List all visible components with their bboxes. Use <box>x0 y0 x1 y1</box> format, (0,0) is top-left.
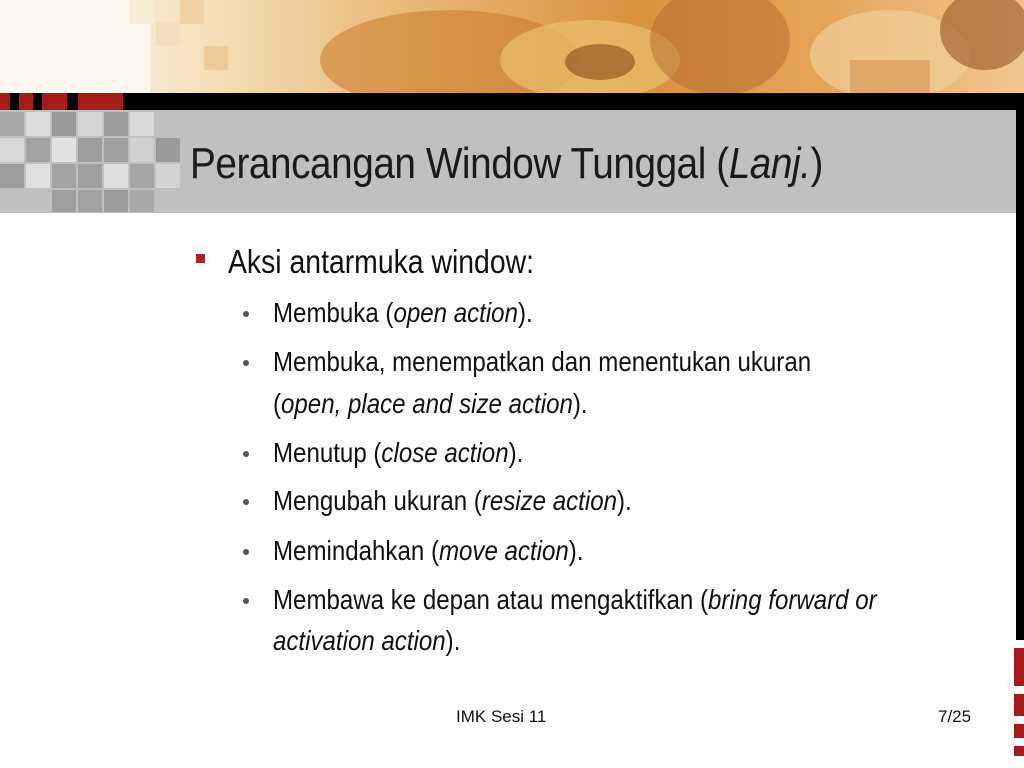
red-square-decoration <box>1014 746 1024 756</box>
gray-square-decoration <box>104 112 128 136</box>
list-item-text-line2: (open, place and size action). <box>273 388 588 419</box>
list-item-text-line1: Membawa ke depan atau mengaktifkan (bring forward or <box>273 584 877 615</box>
gray-square-decoration <box>52 112 76 136</box>
gray-square-decoration <box>26 164 50 188</box>
banner-photo-image <box>0 0 1024 93</box>
level1-bullet-text: Aksi antarmuka window: <box>228 243 535 280</box>
gray-square-decoration <box>130 112 154 136</box>
round-bullet-icon <box>243 311 249 317</box>
round-bullet-icon <box>243 499 249 505</box>
footer-course-label: IMK Sesi 11 <box>456 707 547 726</box>
list-item-text-line2: activation action). <box>273 625 461 656</box>
red-square-decoration <box>78 93 123 110</box>
gray-square-decoration <box>130 190 154 212</box>
round-bullet-icon <box>243 360 249 366</box>
gray-square-decoration <box>52 138 76 162</box>
gray-square-decoration <box>26 112 50 136</box>
gray-square-decoration <box>130 138 154 162</box>
footer-page-number: 7/25 <box>938 707 972 726</box>
red-square-decoration <box>0 93 10 110</box>
red-square-decoration <box>19 93 33 110</box>
title-close-text: ) <box>810 139 823 188</box>
round-bullet-icon <box>243 598 249 604</box>
gray-square-decoration <box>0 164 24 188</box>
gray-square-decoration <box>104 190 128 212</box>
gray-square-decoration <box>156 164 180 188</box>
list-item-text-line1: Membuka, menempatkan dan menentukan ukuran <box>273 346 812 377</box>
gray-square-decoration <box>78 164 102 188</box>
title-italic-text: Lanj. <box>728 139 811 188</box>
gray-square-decoration <box>130 164 154 188</box>
gray-square-decoration <box>52 190 76 212</box>
gray-square-decoration <box>78 138 102 162</box>
square-bullet-icon <box>196 254 205 263</box>
list-item-text: Mengubah ukuran (resize action). <box>273 485 632 516</box>
list-item-text: Menutup (close action). <box>273 437 524 468</box>
gray-square-decoration <box>0 138 24 162</box>
header-photo-banner <box>0 0 1024 93</box>
gray-square-decoration <box>52 164 76 188</box>
red-square-decoration <box>1014 724 1024 738</box>
gray-square-decoration <box>26 138 50 162</box>
gray-square-decoration <box>156 138 180 162</box>
slide-title <box>190 136 823 192</box>
list-item-text: Membuka (open action). <box>273 297 533 328</box>
title-text: Perancangan Window Tunggal ( <box>190 139 729 188</box>
top-black-bar <box>0 93 1024 110</box>
list-item-text: Memindahkan (move action). <box>273 535 584 566</box>
round-bullet-icon <box>243 549 249 555</box>
red-square-decoration <box>1014 694 1024 716</box>
gray-square-decoration <box>78 112 102 136</box>
red-square-decoration <box>1014 648 1024 686</box>
red-square-decoration <box>42 93 67 110</box>
gray-square-decoration <box>0 112 24 136</box>
gray-square-decoration <box>104 138 128 162</box>
right-black-bar <box>1016 110 1024 640</box>
round-bullet-icon <box>243 451 249 457</box>
gray-square-decoration <box>78 190 102 212</box>
gray-square-decoration <box>104 164 128 188</box>
